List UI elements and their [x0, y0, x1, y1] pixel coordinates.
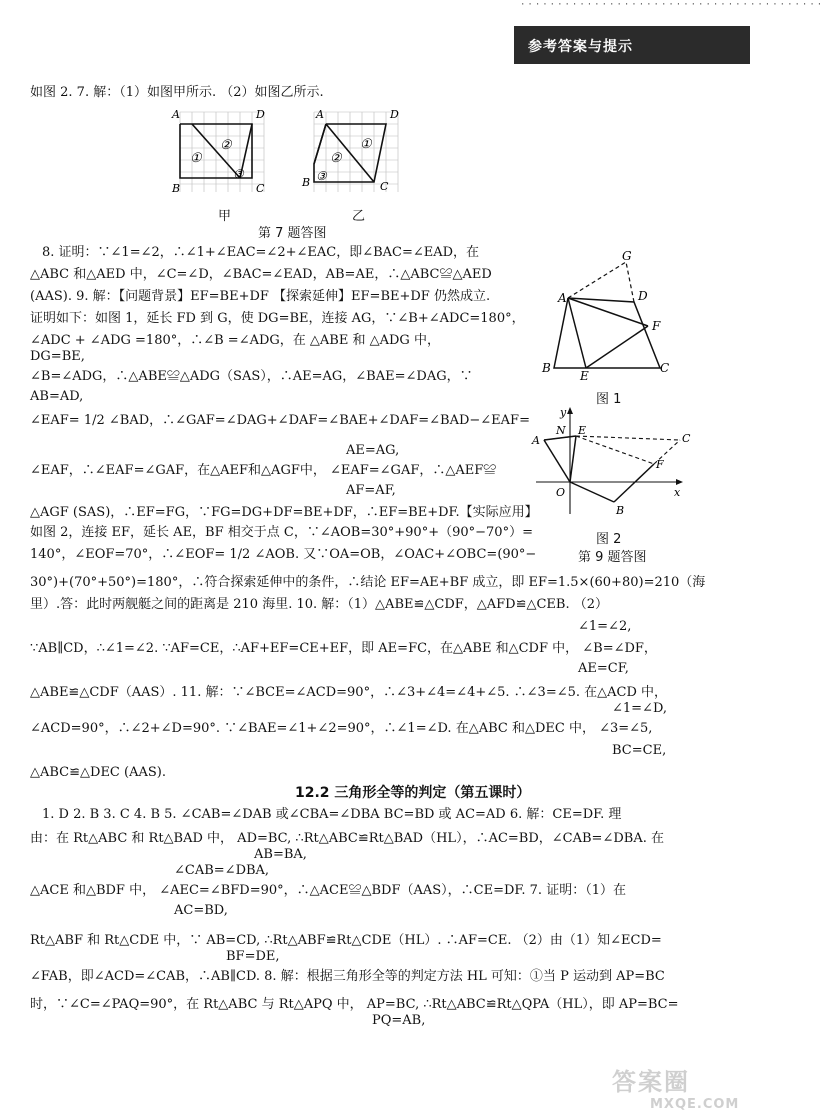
text-line: 如图 2，连接 EF，延长 AE，BF 相交于点 C，∵∠AOB=30°+90°+（90°−70°）=: [30, 525, 533, 540]
label-A: A: [316, 108, 324, 121]
label-B: B: [616, 504, 625, 517]
q7-caption: 第 7 题答图: [258, 226, 327, 241]
section-title: 12.2 三角形全等的判定（第五课时）: [295, 785, 531, 801]
header-title: 参考答案与提示: [528, 39, 633, 55]
label-D: D: [390, 108, 399, 121]
label-E: E: [578, 424, 587, 437]
text-line: 如图 2. 7. 解：（1）如图甲所示. （2）如图乙所示.: [30, 85, 324, 100]
label-B: B: [172, 182, 181, 195]
label-G: G: [622, 249, 632, 263]
text-line: ∠EAF= 1/2 ∠BAD，∴∠GAF=∠DAG+∠DAF=∠BAE+∠DAF=∠BAD−∠EAF=: [30, 413, 530, 428]
label-A: A: [172, 108, 180, 121]
label-E: E: [580, 369, 589, 383]
text-line: ∠FAB，即∠ACD=∠CAB，∴AB∥CD. 8. 解：根据三角形全等的判定方法 HL 可知：①当 P 运动到 AP=BC: [30, 969, 665, 984]
label-C: C: [380, 180, 389, 193]
label-C: C: [256, 182, 265, 195]
text-line: AC=BD,: [174, 903, 228, 918]
label-O: O: [556, 486, 566, 499]
text-line: 里）.答：此时两舰艇之间的距离是 210 海里. 10. 解：（1）△ABE≌△CDF，△AFD≌△CEB. （2）: [30, 597, 609, 612]
text-line: 由：在 Rt△ABC 和 Rt△BAD 中， AD=BC, ∴Rt△ABC≌Rt△BAD（HL），∴AC=BD，∠CAB=∠DBA. 在: [30, 831, 664, 846]
label-N: N: [556, 424, 566, 437]
label-2: ②: [220, 138, 232, 153]
text-line: △ABC≌△DEC (AAS).: [30, 765, 166, 780]
text-line: BF=DE,: [226, 949, 280, 964]
text-line: AB=AD,: [30, 389, 84, 404]
text-line: ∠EAF，∴∠EAF=∠GAF，在△AEF和△AGF中， ∠EAF=∠GAF，∴△AEF≌: [30, 463, 497, 478]
q7-figure-yi: [300, 104, 408, 204]
text-line: AB=BA,: [254, 847, 307, 862]
label-x: x: [674, 486, 681, 499]
text-line: 8. 证明：∵∠1=∠2，∴∠1+∠EAC=∠2+∠EAC，即∠BAC=∠EAD，在: [42, 245, 480, 260]
text-line: 证明如下：如图 1，延长 FD 到 G，使 DG=BE，连接 AG，∵∠B+∠ADC=180°，: [30, 311, 525, 326]
label-y: y: [560, 406, 567, 419]
q7-jia-label: 甲: [218, 209, 232, 224]
text-line: Rt△ABF 和 Rt△CDE 中，∵ AB=CD, ∴Rt△ABF≌Rt△CDE（HL）. ∴AF=CE. （2）由（1）知∠ECD=: [30, 933, 662, 948]
text-line: ∠CAB=∠DBA,: [174, 863, 270, 878]
watermark: [612, 1062, 742, 1112]
text-line: ∠ADC + ∠ADG =180°，∴∠B =∠ADG，在 △ABE 和 △ADG 中，: [30, 333, 440, 348]
text-line: △ABC 和△AED 中，∠C=∠D，∠BAC=∠EAD，AB=AE，∴△ABC≌△AED: [30, 267, 492, 282]
text-line: ∠B=∠ADG，∴△ABE≌△ADG（SAS），∴AE=AG，∠BAE=∠DAG，∵: [30, 369, 473, 384]
q7-yi-label: 乙: [352, 209, 366, 224]
label-C: C: [682, 432, 691, 445]
text-line: AE=AG,: [346, 443, 400, 458]
q9-caption: 第 9 题答图: [578, 550, 647, 565]
label-3: ③: [233, 167, 244, 181]
label-1: ①: [360, 137, 372, 152]
label-D: D: [638, 289, 648, 303]
label-3: ③: [316, 169, 327, 183]
q7-figure-jia: [170, 104, 278, 204]
text-line: 140°，∠EOF=70°，∴∠EOF= 1/2 ∠AOB. 又∵OA=OB，∠OAC+∠OBC=(90°−: [30, 547, 537, 562]
label-1: ①: [190, 151, 202, 166]
label-C: C: [660, 361, 670, 375]
text-line: PQ=AB,: [372, 1013, 426, 1028]
text-line: △ABE≌△CDF（AAS）. 11. 解：∵∠BCE=∠ACD=90°，∴∠3+∠4=∠4+∠5. ∴∠3=∠5. 在△ACD 中，: [30, 685, 668, 700]
label-2: ②: [330, 151, 342, 166]
text-line: ∵AB∥CD，∴∠1=∠2. ∵AF=CE，∴AF+EF=CE+EF，即 AE=FC，在△ABE 和△CDF 中， ∠B=∠DF，: [30, 641, 657, 656]
q9-figure-1: [538, 246, 678, 384]
label-F: F: [656, 458, 664, 471]
header-dots: ·········································: [520, 0, 824, 10]
label-A: A: [532, 434, 540, 447]
text-line: BC=CE,: [612, 743, 667, 758]
label-B: B: [542, 361, 551, 375]
label-A: A: [558, 291, 567, 305]
text-line: 30°)+(70°+50°)=180°，∴符合探索延伸中的条件，∴结论 EF=AE+BF 成立，即 EF=1.5×(60+80)=210（海: [30, 575, 706, 590]
label-B: B: [302, 176, 311, 189]
watermark-url: MXQE.COM: [650, 1097, 740, 1112]
q9-fig2-label: 图 2: [596, 532, 622, 547]
text-line: DG=BE,: [30, 349, 85, 364]
q9-fig1-label: 图 1: [596, 392, 622, 407]
text-line: ∠1=∠2,: [578, 619, 632, 634]
text-line: △AGF (SAS)，∴EF=FG，∵FG=DG+DF=BE+DF，∴EF=BE+DF.【实际应用】: [30, 505, 538, 520]
text-line: △ACE 和△BDF 中， ∠AEC=∠BFD=90°，∴△ACE≌△BDF（AAS），∴CE=DF. 7. 证明：（1）在: [30, 883, 626, 898]
text-line: ∠1=∠D,: [612, 701, 668, 716]
text-line: 时，∵∠C=∠PAQ=90°，在 Rt△ABC 与 Rt△APQ 中， AP=BC, ∴Rt△ABC≌Rt△QPA（HL），即 AP=BC=: [30, 997, 679, 1012]
text-line: AE=CF,: [578, 661, 629, 676]
text-line: (AAS). 9. 解：【问题背景】EF=BE+DF 【探索延伸】EF=BE+DF 仍然成立.: [30, 289, 491, 304]
text-line: AF=AF,: [346, 483, 396, 498]
text-line: 1. D 2. B 3. C 4. B 5. ∠CAB=∠DAB 或∠CBA=∠DBA BC=BD 或 AC=AD 6. 解：CE=DF. 理: [42, 807, 622, 822]
label-F: F: [652, 319, 661, 333]
label-D: D: [256, 108, 265, 121]
q9-figure-2: [530, 404, 690, 524]
watermark-logo: 答案圈: [612, 1068, 690, 1096]
text-line: ∠ACD=90°，∴∠2+∠D=90°. ∵∠BAE=∠1+∠2=90°，∴∠1=∠D. 在△ABC 和△DEC 中， ∠3=∠5,: [30, 721, 653, 736]
